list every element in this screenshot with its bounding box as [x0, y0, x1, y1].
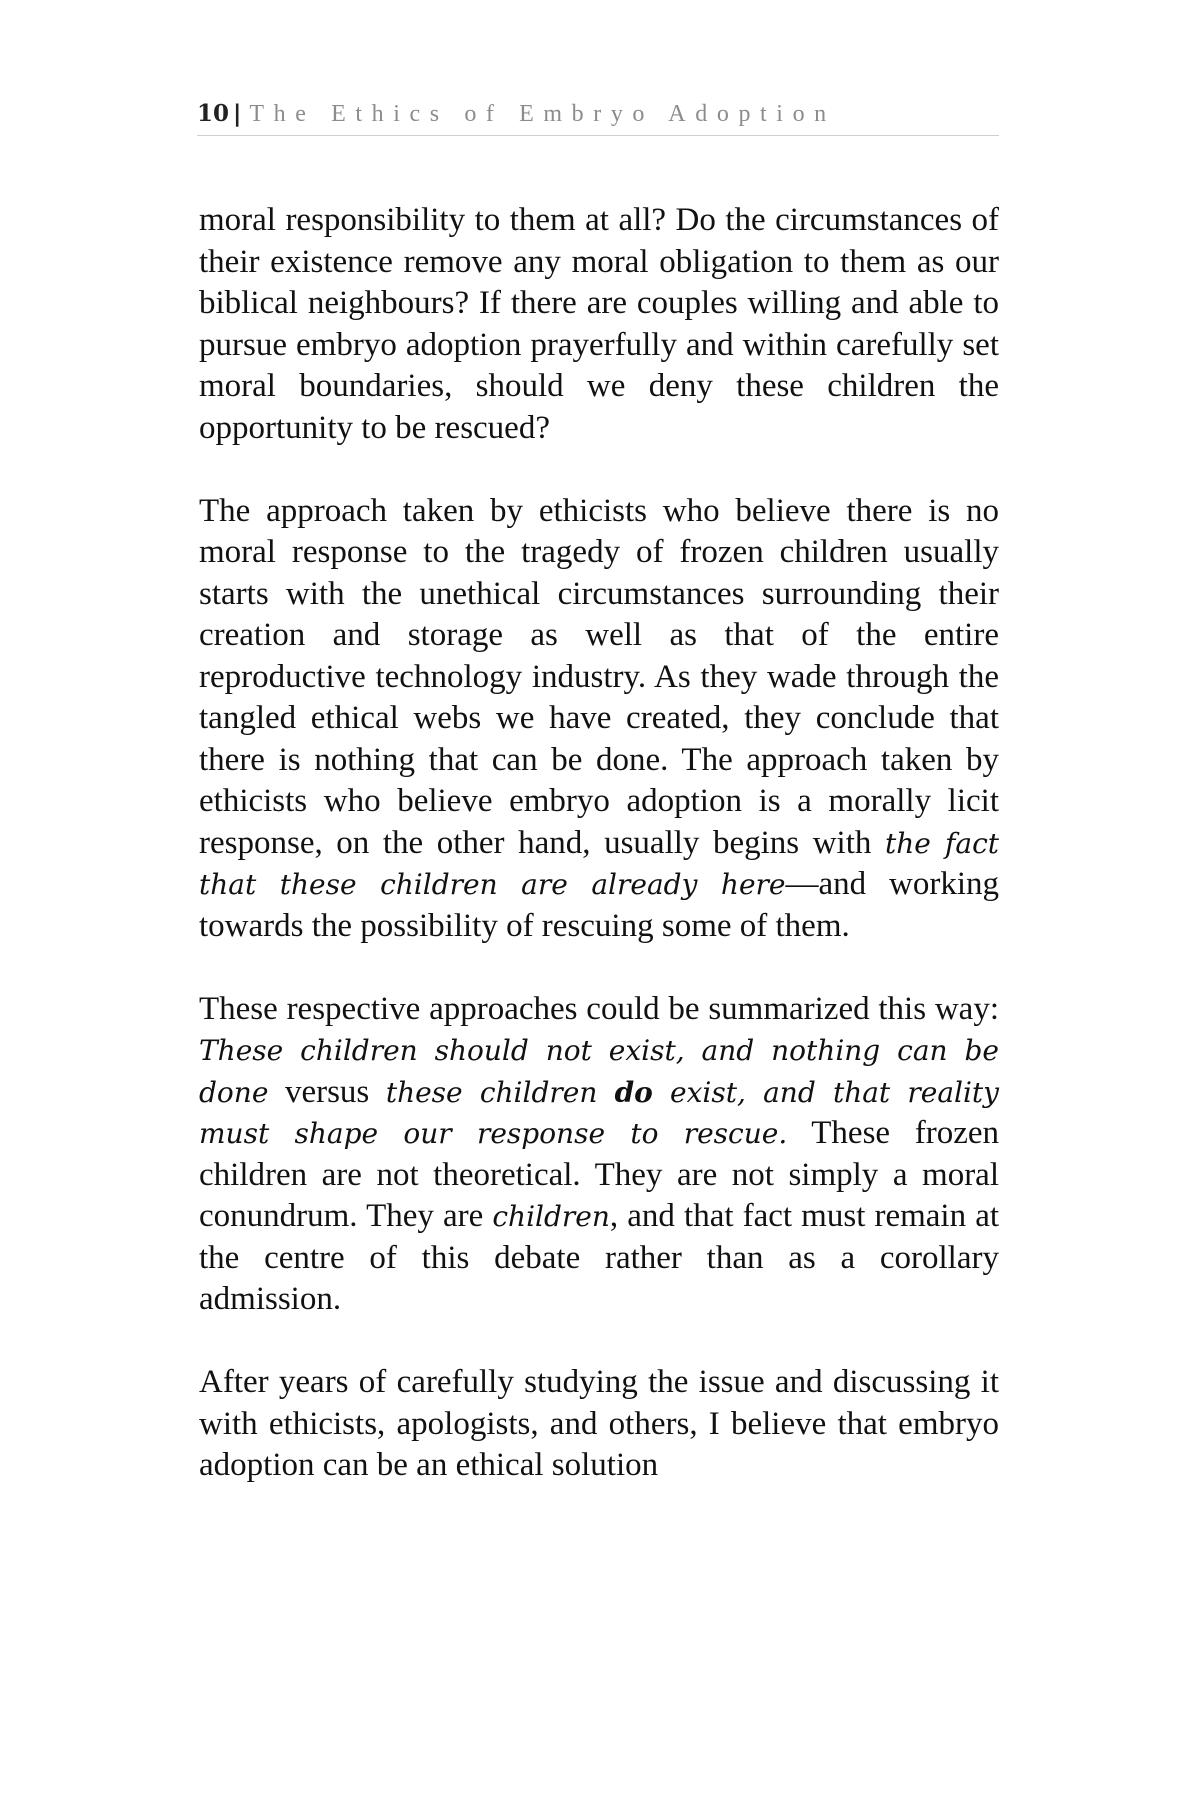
paragraph-3 [199, 989, 999, 1321]
body-text [199, 200, 999, 1528]
page-number: 10 [197, 100, 230, 127]
paragraph-3-text-3: These frozen children are not theoretical. They are not simply a moral conundrum. They are [199, 1115, 999, 1234]
book-title: The Ethics of Embryo Adoption [249, 101, 836, 127]
paragraph-1-text: moral responsibility to them at all? Do the circumstances of their existence remove any moral obligation to them as our biblical neighbours? If there are couples willing and able to pursue embryo adoption prayerfully and within carefully set moral boundaries, should we deny these children the opportunity to be rescued? [199, 202, 999, 446]
paragraph-2-text-before: The approach taken by ethicists who believe there is no moral response to the tragedy of frozen children usually starts with the unethical circumstances surrounding their creation and storage as well as that of the entire reproductive technology industry. As they wade through the tangled ethical webs we have created, they conclude that there is nothing that can be done. The approach taken by ethicists who believe embryo adoption is a morally licit response, on the other hand, usually begins with [199, 492, 999, 861]
paragraph-3-emphasis-2b: exist, and that reality must shape our response to rescue. [199, 1075, 1000, 1150]
paragraph-3-text-1: These respective approaches could be summarized this way: [199, 990, 999, 1027]
paragraph-2-text-after: —and working towards the possibility of rescuing some of them. [199, 866, 1000, 944]
paragraph-3-strong: do [614, 1075, 653, 1109]
paragraph-3-emphasis-2a: these children [385, 1075, 615, 1109]
paragraph-2-emphasis: the fact that these children are already here [199, 826, 1000, 901]
paragraph-3-emphasis-3: children [492, 1200, 610, 1233]
running-header [197, 100, 999, 136]
paragraph-3-text-4: , and that fact must remain at the centre of this debate rather than as a corollary admission. [199, 1198, 1000, 1317]
paragraph-1 [199, 200, 999, 449]
paragraph-4 [199, 1362, 999, 1487]
paragraph-2 [199, 491, 999, 948]
header-separator: | [233, 101, 242, 127]
paragraph-4-text: After years of carefully studying the issue and discussing it with ethicists, apologists, and others, I believe that embryo adoption can be an ethical solution [199, 1364, 999, 1483]
paragraph-3-emphasis-1: These children should not exist, and nothing can be done [199, 1034, 999, 1109]
paragraph-3-text-2: versus [268, 1073, 386, 1110]
